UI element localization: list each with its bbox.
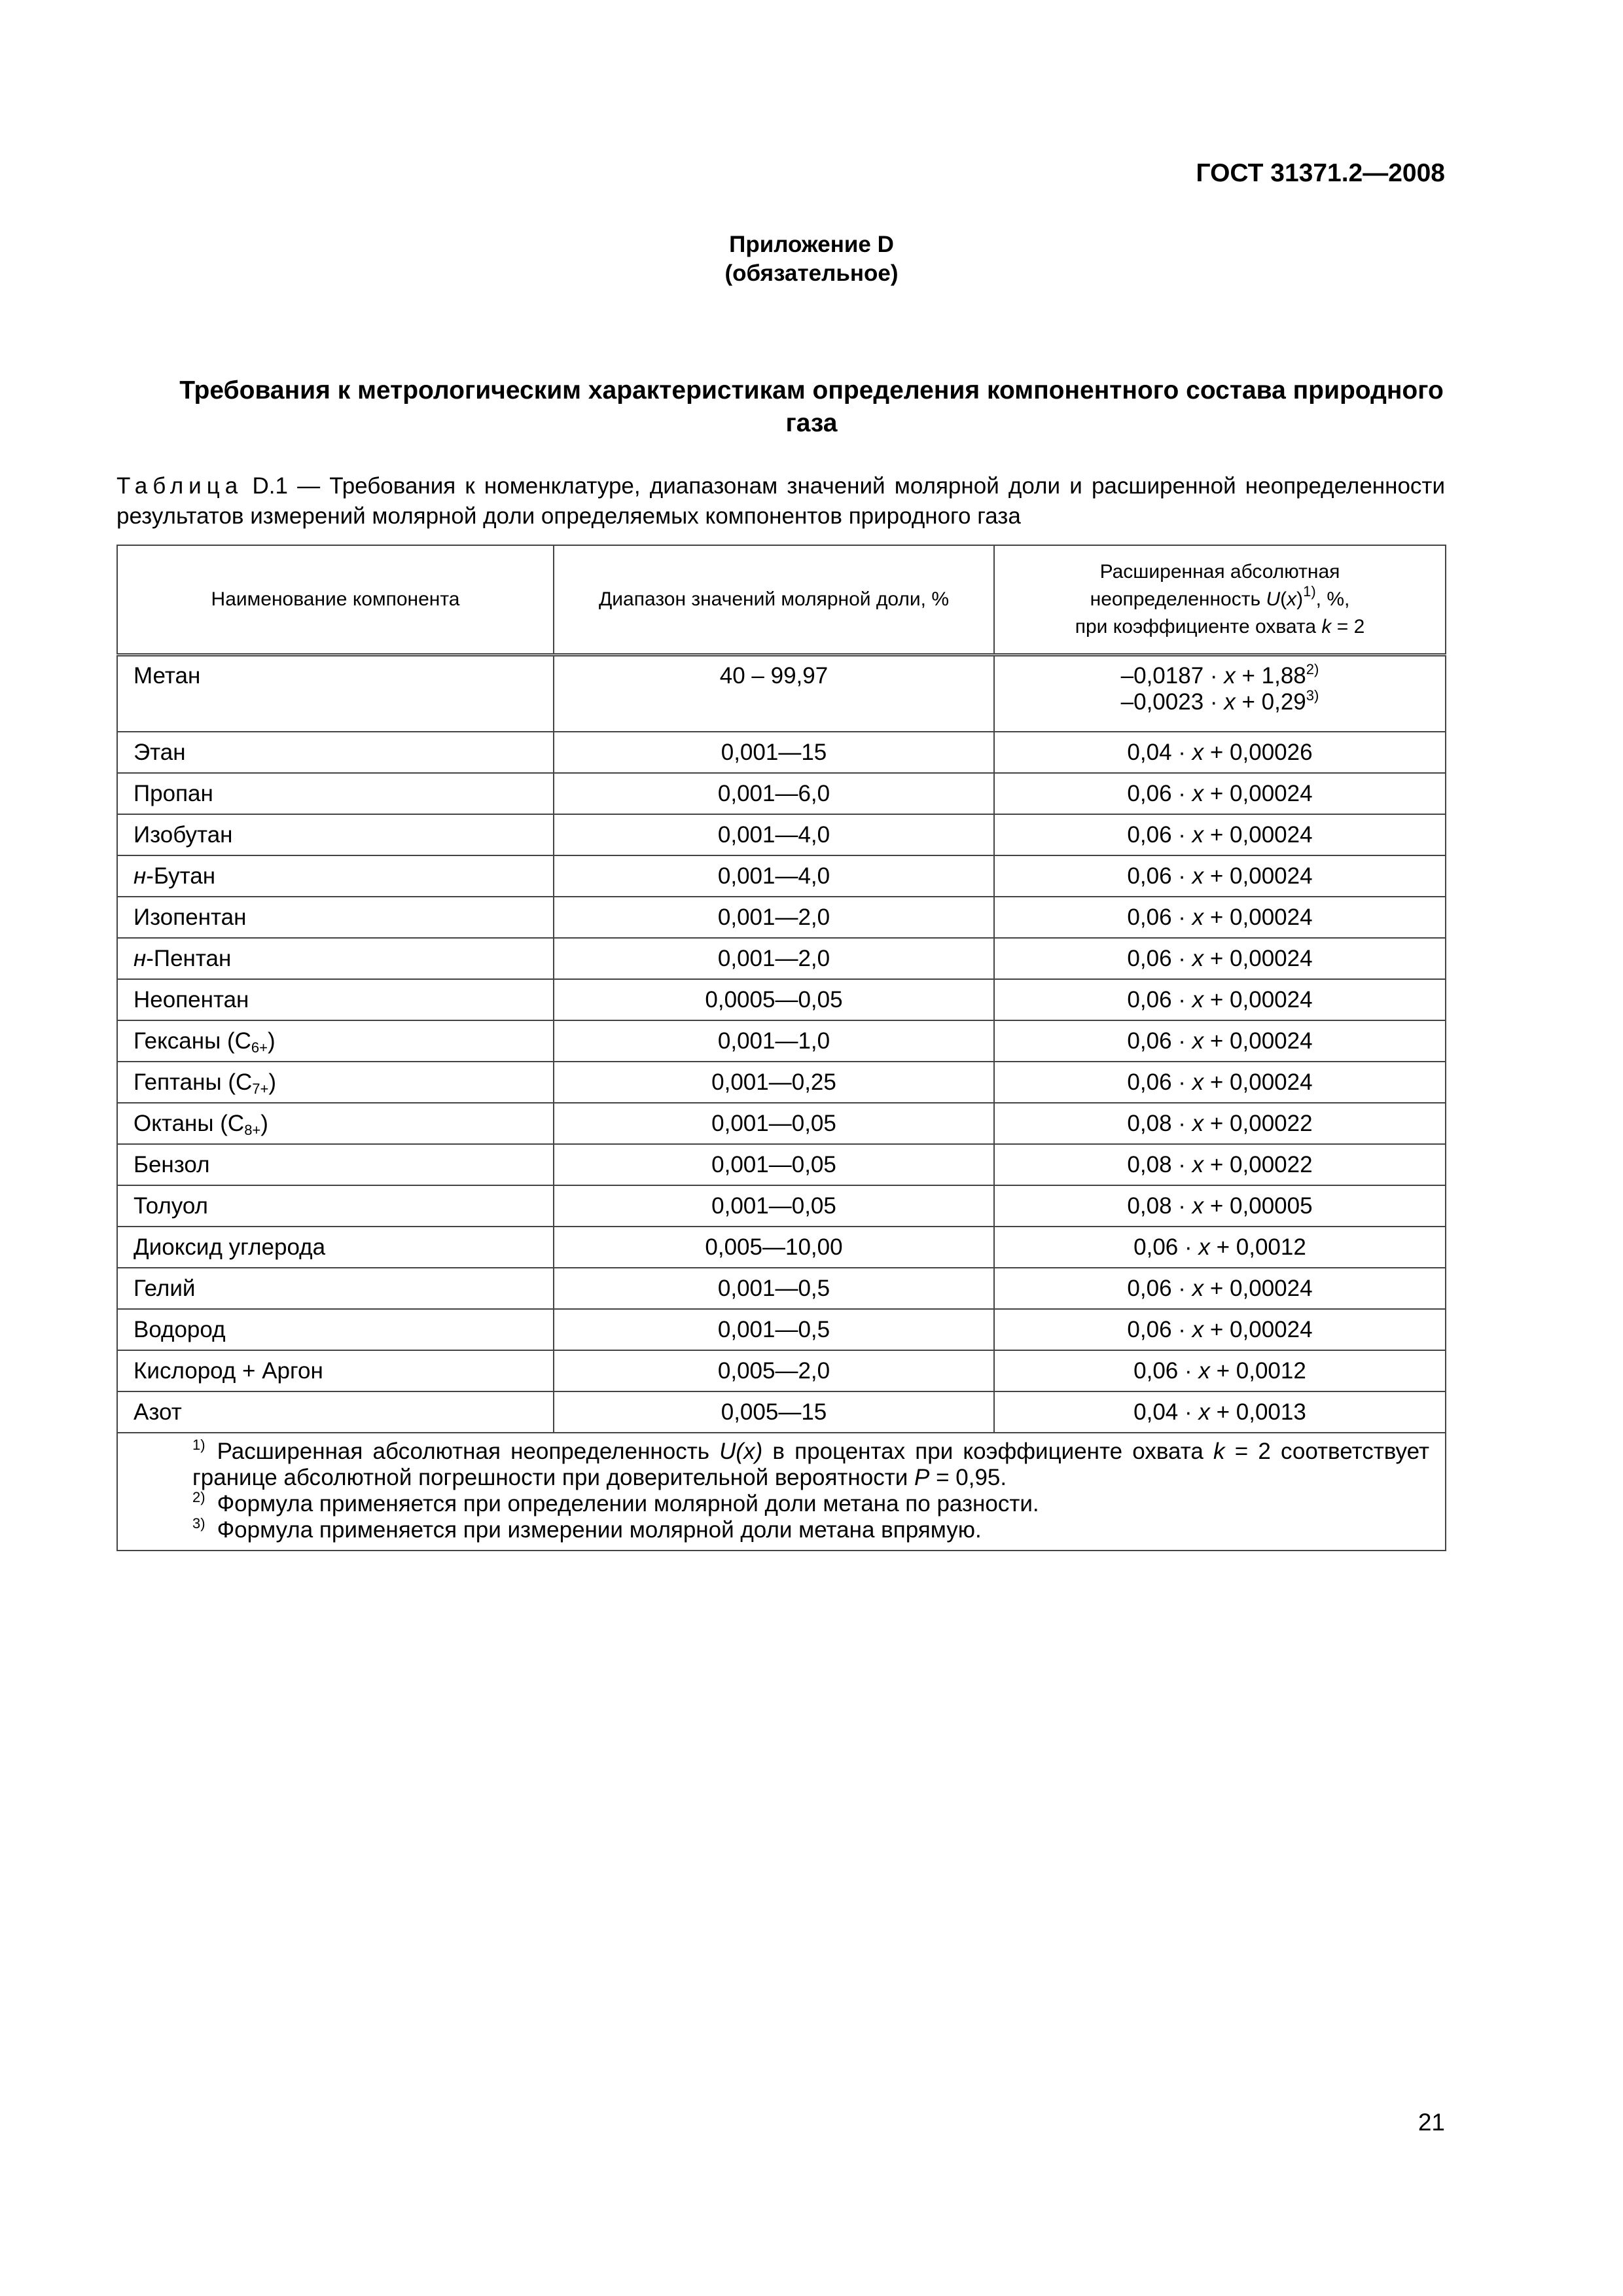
annex-header [0, 230, 1623, 288]
component-uncertainty: 0,06 · x + 0,00024 [994, 938, 1446, 979]
component-range: 0,005—15 [554, 1391, 994, 1433]
table-row [117, 1309, 1446, 1350]
component-range: 0,001—2,0 [554, 938, 994, 979]
header-uncertainty: Расширенная абсолютная неопределенность $U(x)^{1)}$, %, при коэффициенте охвата k = 2 [994, 545, 1446, 655]
component-uncertainty: 0,06 · x + 0,00024 [994, 1268, 1446, 1309]
table-row [117, 1350, 1446, 1391]
header-component: Наименование компонента [117, 545, 554, 655]
component-range: 0,001—2,0 [554, 897, 994, 938]
component-name: Неопентан [117, 979, 554, 1020]
table-row [117, 1144, 1446, 1185]
component-name: Этан [117, 732, 554, 773]
table-caption [116, 471, 1445, 531]
component-name: Диоксид углерода [117, 1227, 554, 1268]
header-range: Диапазон значений молярной доли, % [554, 545, 994, 655]
component-uncertainty: 0,08 · x + 0,00022 [994, 1144, 1446, 1185]
component-uncertainty: 0,06 · x + 0,00024 [994, 814, 1446, 855]
component-name: Изопентан [117, 897, 554, 938]
table-footnotes [117, 1433, 1446, 1551]
component-range: 0,005—2,0 [554, 1350, 994, 1391]
annex-heading: Требования к метрологическим характеристикам определения компонентного состава природного газа [179, 376, 1444, 437]
requirements-table [116, 545, 1446, 1551]
component-range: 0,001—0,05 [554, 1185, 994, 1227]
page-number: 21 [1418, 2109, 1445, 2136]
component-name: Гелий [117, 1268, 554, 1309]
component-name: Гептаны $(С_{7+})$ [117, 1062, 554, 1103]
component-range: 0,001—0,05 [554, 1144, 994, 1185]
table-row-methane [117, 655, 1446, 732]
component-uncertainty [994, 655, 1446, 732]
component-uncertainty: 0,06 · x + 0,00024 [994, 1062, 1446, 1103]
component-name: н-Бутан [117, 855, 554, 897]
table-row [117, 938, 1446, 979]
component-range: 0,001—0,5 [554, 1268, 994, 1309]
component-name: Водород [117, 1309, 554, 1350]
table-row [117, 897, 1446, 938]
component-range: 0,001—15 [554, 732, 994, 773]
component-name: Бензол [117, 1144, 554, 1185]
component-uncertainty: 0,06 · x + 0,00024 [994, 855, 1446, 897]
component-range: 0,005—10,00 [554, 1227, 994, 1268]
table-row [117, 1268, 1446, 1309]
component-uncertainty: 0,06 · x + 0,00024 [994, 773, 1446, 814]
component-range: 0,001—1,0 [554, 1020, 994, 1062]
component-name: н-Пентан [117, 938, 554, 979]
component-uncertainty: 0,06 · x + 0,0012 [994, 1227, 1446, 1268]
table-row [117, 855, 1446, 897]
component-uncertainty: 0,06 · x + 0,00024 [994, 1309, 1446, 1350]
component-uncertainty: 0,08 · x + 0,00022 [994, 1103, 1446, 1144]
component-range: 0,0005—0,05 [554, 979, 994, 1020]
table-row [117, 1103, 1446, 1144]
annex-title: Приложение D [729, 232, 894, 257]
table-row [117, 732, 1446, 773]
component-range: 0,001—0,5 [554, 1309, 994, 1350]
table-header-row [117, 545, 1446, 655]
uncertainty-formula-direct: $-0,0023 \cdot x + 0,29^{3)}$ [1120, 687, 1319, 715]
table-row [117, 1185, 1446, 1227]
table-caption-label: Таблица [116, 473, 243, 499]
component-name: Метан [117, 655, 554, 732]
component-name: Изобутан [117, 814, 554, 855]
component-name: Азот [117, 1391, 554, 1433]
component-name: Пропан [117, 773, 554, 814]
table-row [117, 814, 1446, 855]
standard-number: ГОСТ 31371.2—2008 [1196, 159, 1445, 187]
component-name: Октаны $(С_{8+})$ [117, 1103, 554, 1144]
component-uncertainty: 0,06 · x + 0,00024 [994, 1020, 1446, 1062]
footnote-2: $^{2)}$ Формула применяется при определении молярной доли метана по разности. [192, 1489, 1039, 1516]
component-range: 0,001—0,05 [554, 1103, 994, 1144]
component-range: 0,001—0,25 [554, 1062, 994, 1103]
table-caption-text: D.1 — Требования к номенклатуре, диапазонам значений молярной доли и расширенной неопределенности результатов измерений молярной доли определяемых компонентов природного газа [116, 473, 1445, 529]
footnote-1: $^{1)}$ Расширенная абсолютная неопределенность U(x) в процентах при коэффициенте охвата k = 2 соответствует границе абсолютной погрешности при доверительной вероятности P = 0,95. [192, 1437, 1429, 1490]
component-uncertainty: 0,04 · x + 0,0013 [994, 1391, 1446, 1433]
component-uncertainty: 0,06 · x + 0,0012 [994, 1350, 1446, 1391]
uncertainty-formula-difference: $-0,0187 \cdot x + 1,88^{2)}$ [1120, 661, 1319, 689]
table-row [117, 1062, 1446, 1103]
table-row [117, 979, 1446, 1020]
table-row [117, 1391, 1446, 1433]
table-row [117, 773, 1446, 814]
table-row [117, 1227, 1446, 1268]
component-uncertainty: 0,06 · x + 0,00024 [994, 979, 1446, 1020]
table-row [117, 1020, 1446, 1062]
component-uncertainty: 0,04 · x + 0,00026 [994, 732, 1446, 773]
component-range: 0,001—4,0 [554, 814, 994, 855]
footnote-3: $^{3)}$ Формула применяется при измерении молярной доли метана впрямую. [192, 1515, 982, 1543]
component-uncertainty: 0,08 · x + 0,00005 [994, 1185, 1446, 1227]
component-range: 40 – 99,97 [554, 655, 994, 732]
table-notes-row [117, 1433, 1446, 1551]
component-range: 0,001—6,0 [554, 773, 994, 814]
component-name: Гексаны $(С_{6+})$ [117, 1020, 554, 1062]
component-name: Толуол [117, 1185, 554, 1227]
annex-status: (обязательное) [724, 260, 899, 286]
component-name: Кислород + Аргон [117, 1350, 554, 1391]
component-uncertainty: 0,06 · x + 0,00024 [994, 897, 1446, 938]
component-range: 0,001—4,0 [554, 855, 994, 897]
